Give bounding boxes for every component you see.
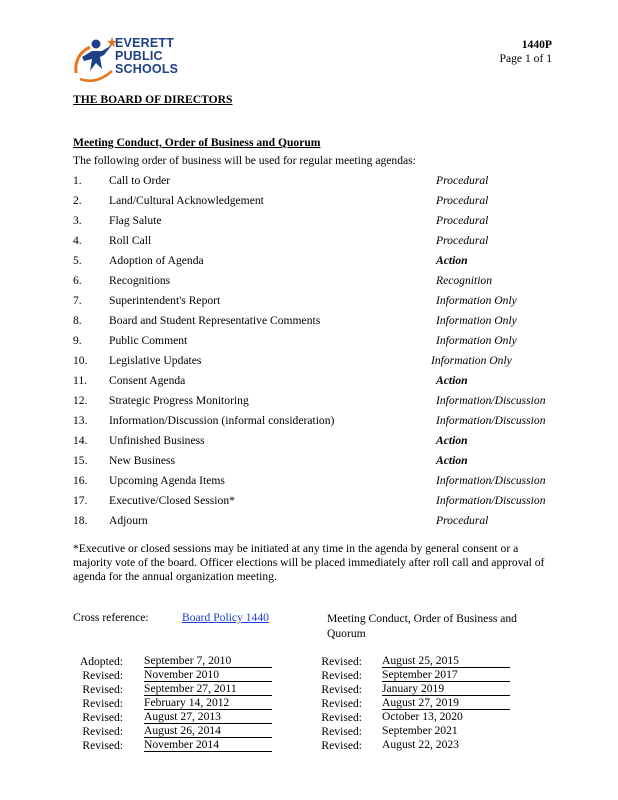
section-heading: Meeting Conduct, Order of Business and Quorum: [73, 136, 321, 149]
agenda-type: Recognition: [436, 274, 493, 287]
agenda-type: Procedural: [436, 174, 489, 187]
history-date: August 22, 2023: [382, 738, 459, 751]
agenda-number: 5.: [73, 254, 82, 267]
agenda-type: Information/Discussion: [436, 414, 546, 427]
agenda-item: Upcoming Agenda Items: [109, 474, 225, 487]
history-date: February 14, 2012: [144, 697, 272, 710]
agenda-number: 14.: [73, 434, 88, 447]
agenda-item: Unfinished Business: [109, 434, 205, 447]
history-label: Revised:: [321, 711, 362, 724]
agenda-item: Recognitions: [109, 274, 171, 287]
logo-line: PUBLIC: [115, 49, 163, 63]
footnote: *Executive or closed sessions may be initiated at any time in the agenda by general consent or a majority vote of the board. Officer elections will be placed immediately after roll call and approval of agenda for the annual organization meeting.: [73, 542, 545, 583]
history-label: Revised:: [82, 697, 123, 710]
agenda-number: 6.: [73, 274, 82, 287]
page-header-right: [500, 38, 552, 66]
agenda-type: Information/Discussion: [436, 474, 546, 487]
history-date: August 25, 2015: [382, 655, 510, 668]
history-date: November 2014: [144, 739, 272, 752]
agenda-number: 1.: [73, 174, 82, 187]
agenda-item: New Business: [109, 454, 176, 467]
agenda-type: Procedural: [436, 214, 489, 227]
agenda-number: 10.: [73, 354, 88, 367]
agenda-type: Information/Discussion: [436, 394, 546, 407]
agenda-type: Information Only: [431, 354, 512, 367]
agenda-item: Information/Discussion (informal consideration): [109, 414, 335, 427]
agenda-type: Procedural: [436, 514, 489, 527]
logo-wordmark: [115, 37, 178, 76]
swoosh-figure-icon: [72, 33, 117, 83]
history-date: August 26, 2014: [144, 725, 272, 738]
agenda-number: 17.: [73, 494, 88, 507]
page-title: THE BOARD OF DIRECTORS: [73, 93, 233, 106]
history-label: Revised:: [82, 739, 123, 752]
policy-code: 1440P: [521, 38, 552, 51]
intro-text: The following order of business will be used for regular meeting agendas:: [73, 154, 416, 167]
agenda-item: Call to Order: [109, 174, 171, 187]
agenda-number: 12.: [73, 394, 88, 407]
history-date: September 2017: [382, 669, 510, 682]
history-label: Revised:: [321, 655, 362, 668]
history-date: October 13, 2020: [382, 710, 463, 723]
logo-line: EVERETT: [115, 36, 175, 50]
agenda-number: 8.: [73, 314, 82, 327]
agenda-item: Legislative Updates: [109, 354, 202, 367]
agenda-number: 3.: [73, 214, 82, 227]
history-date: September 27, 2011: [144, 683, 272, 696]
history-date: November 2010: [144, 669, 272, 682]
agenda-type: Information Only: [436, 334, 517, 347]
agenda-type: Procedural: [436, 194, 489, 207]
history-date: September 7, 2010: [144, 655, 272, 668]
history-date: September 2021: [382, 724, 458, 737]
agenda-number: 15.: [73, 454, 88, 467]
board-policy-link[interactable]: Board Policy 1440: [182, 611, 269, 624]
agenda-number: 7.: [73, 294, 82, 307]
agenda-item: Consent Agenda: [109, 374, 186, 387]
agenda-item: Strategic Progress Monitoring: [109, 394, 249, 407]
history-label: Revised:: [321, 683, 362, 696]
agenda-item: Roll Call: [109, 234, 152, 247]
agenda-item: Flag Salute: [109, 214, 162, 227]
agenda-number: 9.: [73, 334, 82, 347]
agenda-type: Information/Discussion: [436, 494, 546, 507]
agenda-type: Procedural: [436, 234, 489, 247]
agenda-type: Action: [436, 454, 468, 467]
cross-reference-label: Cross reference:: [73, 611, 149, 624]
agenda-item: Land/Cultural Acknowledgement: [109, 194, 264, 207]
agenda-item: Executive/Closed Session*: [109, 494, 235, 507]
agenda-item: Adoption of Agenda: [109, 254, 204, 267]
history-label: Revised:: [321, 725, 362, 738]
agenda-type: Action: [436, 434, 468, 447]
history-label: Revised:: [82, 669, 123, 682]
agenda-item: Superintendent's Report: [109, 294, 221, 307]
history-label: Revised:: [82, 711, 123, 724]
history-label: Revised:: [321, 739, 362, 752]
agenda-type: Information Only: [436, 294, 517, 307]
history-label: Adopted:: [79, 655, 123, 668]
page-number: Page 1 of 1: [499, 52, 552, 65]
agenda-item: Public Comment: [109, 334, 188, 347]
agenda-number: 4.: [73, 234, 82, 247]
history-label: Revised:: [321, 669, 362, 682]
agenda-number: 16.: [73, 474, 88, 487]
agenda-number: 2.: [73, 194, 82, 207]
agenda-number: 11.: [73, 374, 88, 387]
history-date: August 27, 2013: [144, 711, 272, 724]
agenda-item: Board and Student Representative Comments: [109, 314, 321, 327]
history-label: Revised:: [82, 725, 123, 738]
agenda-number: 13.: [73, 414, 88, 427]
agenda-type: Information Only: [436, 314, 517, 327]
history-date: January 2019: [382, 683, 510, 696]
agenda-number: 18.: [73, 514, 88, 527]
agenda-type: Action: [436, 254, 468, 267]
agenda-item: Adjourn: [109, 514, 148, 527]
logo-line: SCHOOLS: [115, 62, 179, 76]
cross-reference-description: Meeting Conduct, Order of Business and Quorum: [327, 612, 517, 640]
history-date: August 27, 2019: [382, 697, 510, 710]
history-label: Revised:: [321, 697, 362, 710]
history-label: Revised:: [82, 683, 123, 696]
agenda-type: Action: [436, 374, 468, 387]
